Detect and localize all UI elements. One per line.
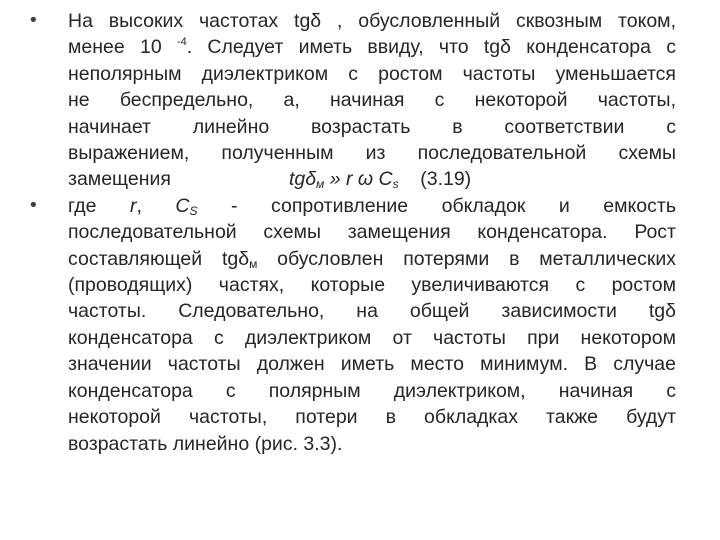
symbol-c: C bbox=[175, 194, 190, 217]
text-line bbox=[68, 219, 676, 245]
text-span: неполярным диэлектриком с ростом частоты уменьшается bbox=[68, 62, 676, 85]
text-line bbox=[68, 8, 676, 34]
text-span: последовательной схемы замещения конденсатора. Рост bbox=[68, 221, 676, 244]
text-span: - сопротивление обкладок и емкость bbox=[197, 194, 676, 217]
text-line bbox=[68, 404, 676, 430]
text-span: обусловлен потерями в металлических bbox=[257, 247, 676, 270]
text-span: выражением, полученным из последовательной схемы bbox=[68, 142, 676, 165]
text-line bbox=[68, 193, 676, 219]
exponent: -4 bbox=[176, 36, 187, 49]
bullet-item-tg-delta-high-frequency bbox=[30, 8, 676, 193]
formula bbox=[289, 166, 399, 192]
text-line bbox=[68, 272, 676, 298]
text-line bbox=[68, 351, 676, 377]
text-span: конденсатора с полярным диэлектриком, начиная с bbox=[68, 379, 676, 402]
bullet-item-series-resistance bbox=[30, 193, 676, 457]
text-line bbox=[68, 298, 676, 324]
text-line bbox=[68, 34, 676, 60]
formula-line bbox=[68, 166, 676, 192]
text-span: конденсатора с диэлектриком от частоты при некотором bbox=[68, 326, 676, 349]
text-span: возрастать линейно (рис. 3.3). bbox=[68, 432, 343, 455]
text-span: начинает линейно возрастать в соответствии с bbox=[68, 115, 676, 138]
text-span: . Следует иметь ввиду, что tgδ конденсатора с bbox=[186, 36, 677, 59]
formula-subscript: м bbox=[316, 177, 325, 192]
text-line bbox=[68, 114, 676, 140]
text-span: где bbox=[68, 194, 130, 217]
bullet-icon: • bbox=[30, 10, 37, 31]
bullet-list bbox=[30, 8, 676, 457]
equation-number: (3.19) bbox=[420, 168, 472, 191]
text-span: замещения bbox=[68, 168, 171, 191]
formula-part: tgδ bbox=[288, 168, 317, 191]
formula-subscript: s bbox=[392, 177, 399, 192]
symbol-subscript: S bbox=[189, 203, 198, 218]
text-line bbox=[68, 378, 676, 404]
text-span: На высоких частотах tgδ , обусловленный сквозным током, bbox=[68, 10, 676, 32]
text-span: менее 10 bbox=[68, 36, 162, 59]
text-span: некоторой частоты, потери в обкладках также будут bbox=[68, 406, 676, 429]
text-line bbox=[68, 140, 676, 166]
symbol-r: r bbox=[129, 194, 137, 217]
text-span: , bbox=[136, 194, 176, 217]
text-span: частоты. Следовательно, на общей зависимости tgδ bbox=[68, 300, 676, 323]
text-span: (проводящих) частях, которые увеличиваются с ростом bbox=[68, 274, 676, 297]
text-line bbox=[68, 87, 676, 113]
text-span: не беспредельно, а, начиная с некоторой частоты, bbox=[68, 89, 676, 112]
text-line bbox=[68, 246, 676, 272]
text-span: составляющей tgδ bbox=[68, 247, 250, 270]
text-line bbox=[68, 325, 676, 351]
bullet-icon: • bbox=[30, 194, 37, 216]
formula-part: » r ω C bbox=[324, 168, 393, 191]
symbol-subscript: м bbox=[249, 256, 258, 271]
text-line bbox=[68, 431, 676, 457]
text-span: значении частоты должен иметь место минимум. В случае bbox=[68, 353, 676, 376]
text-line bbox=[68, 61, 676, 87]
